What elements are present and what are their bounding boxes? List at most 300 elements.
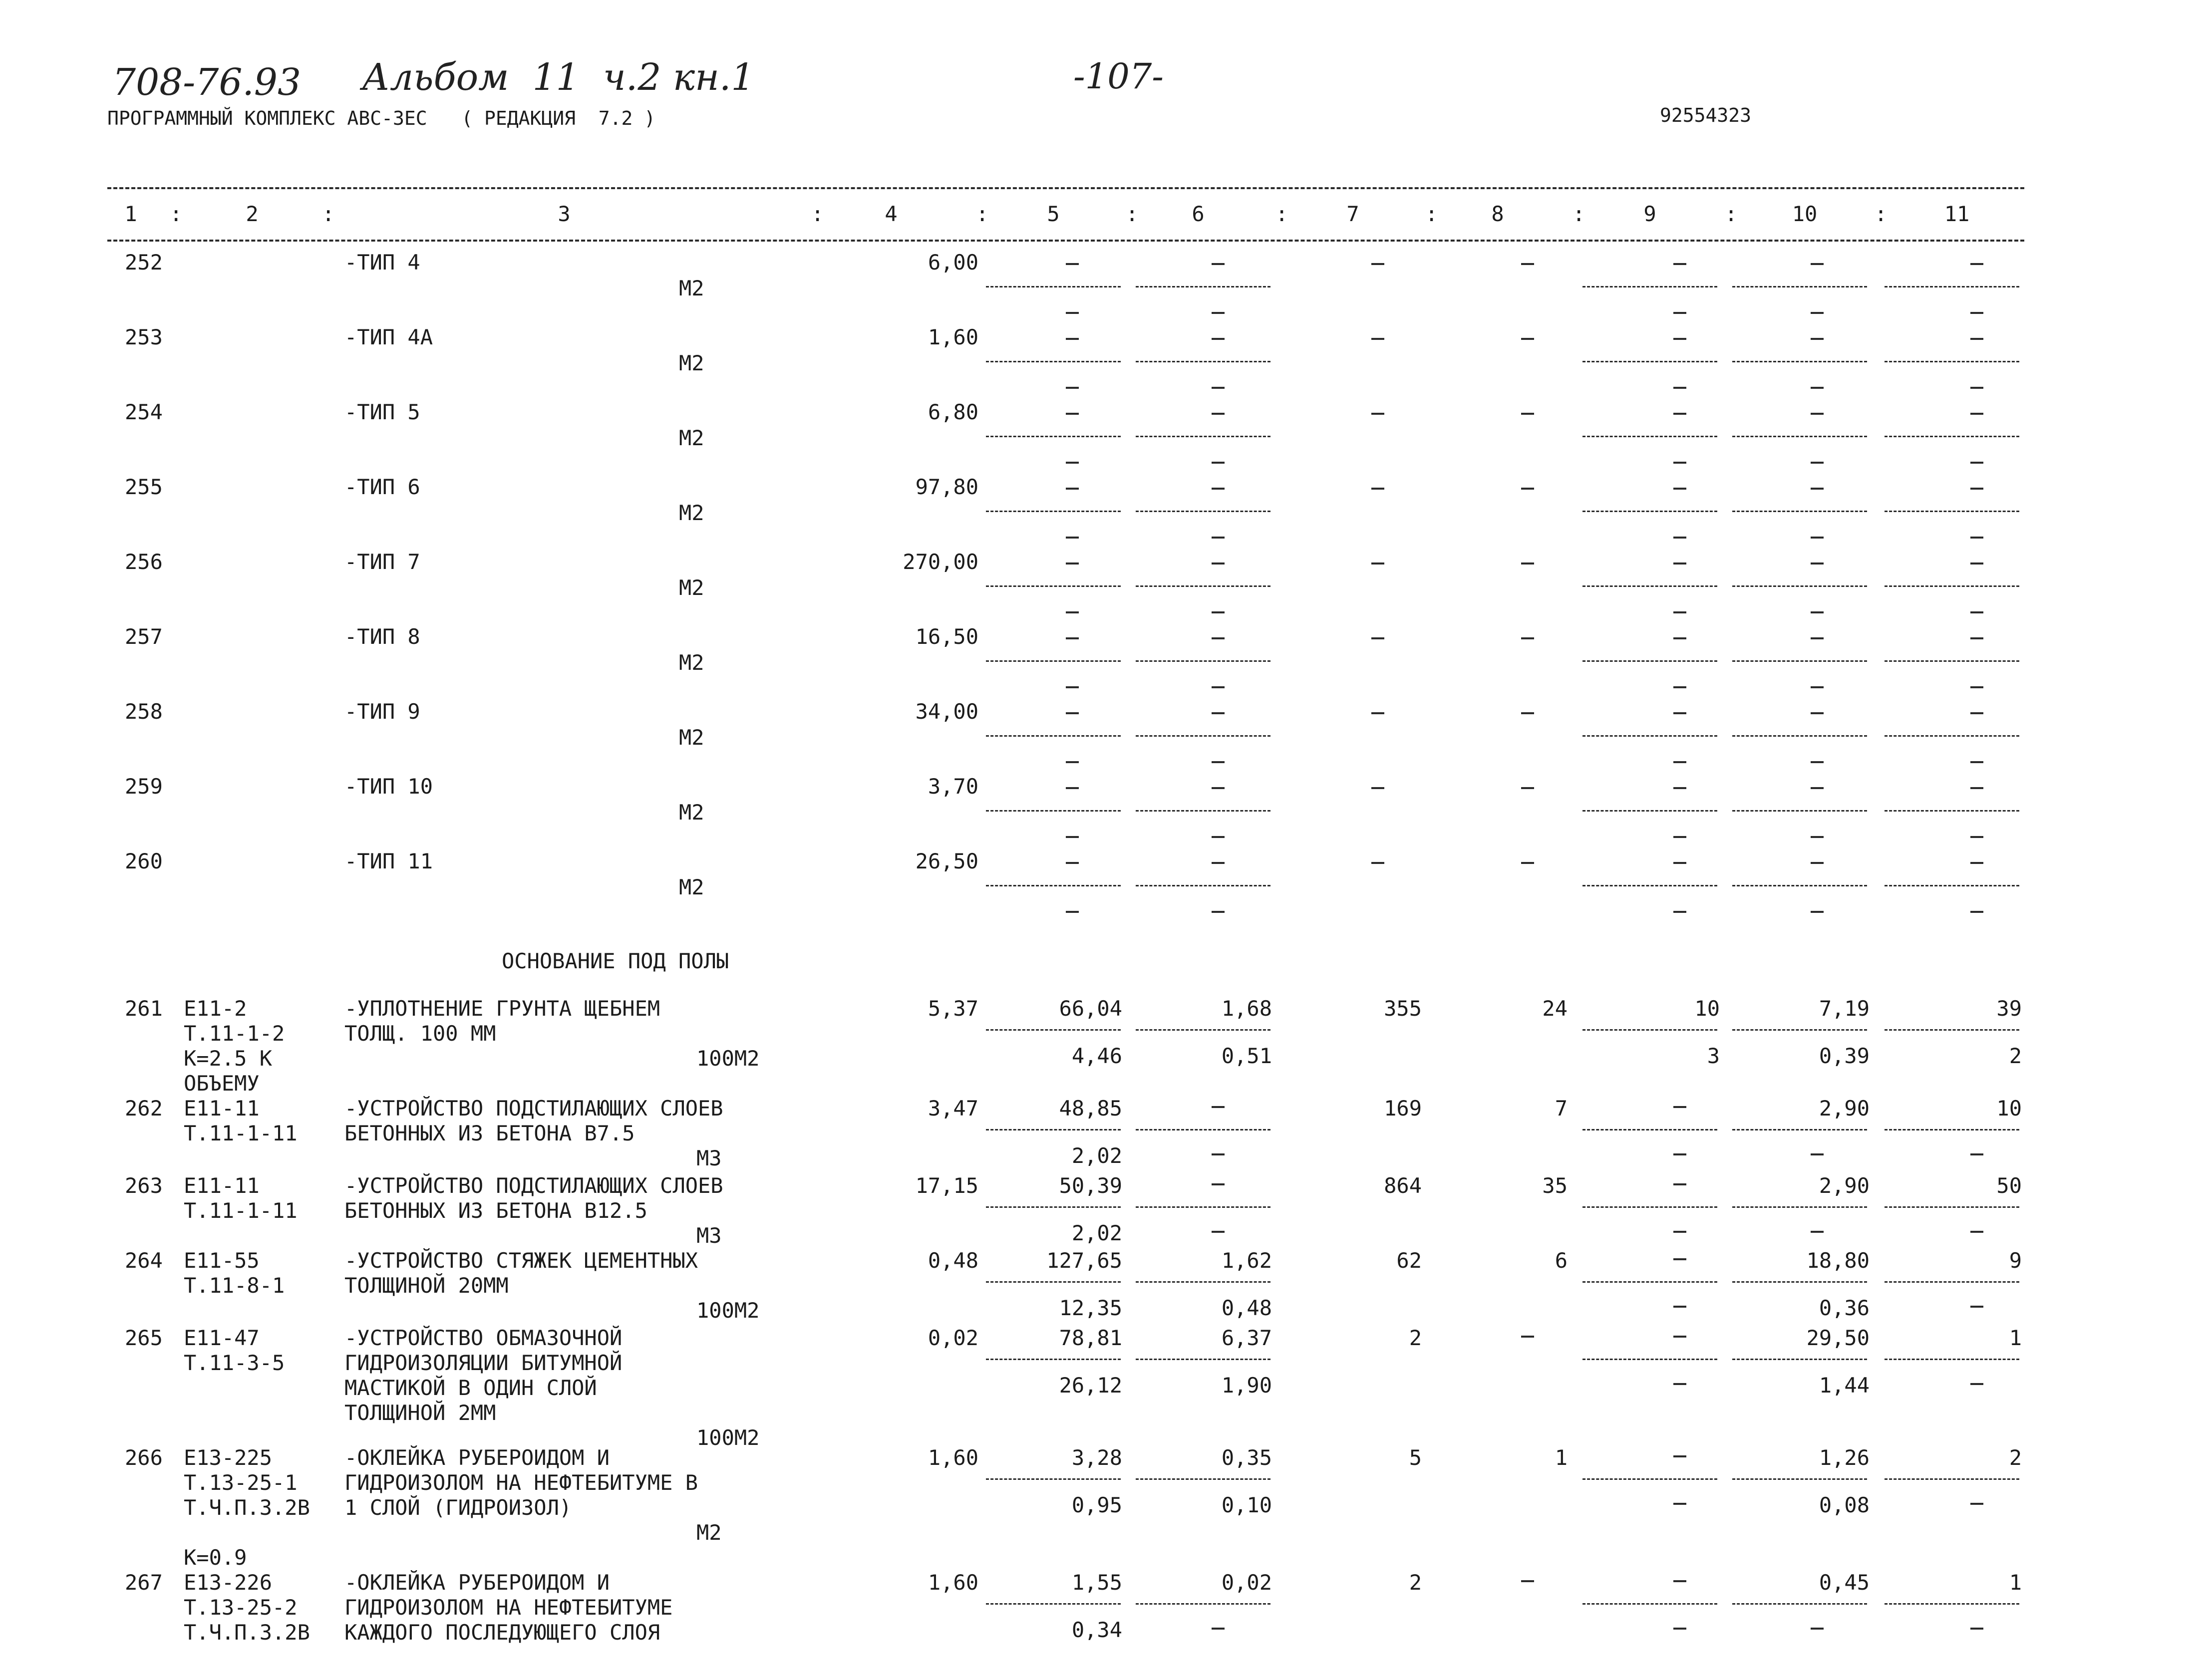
dash-mark <box>1212 1106 1225 1108</box>
dash-mark <box>1970 387 1983 389</box>
cell-divider <box>986 361 1121 362</box>
row-number: 253 <box>125 325 163 349</box>
cell-divider <box>1582 1478 1717 1480</box>
dash-mark <box>1066 712 1079 714</box>
col-head-4: 4 <box>885 202 898 226</box>
cell-divider <box>1582 1359 1717 1360</box>
dash-mark <box>1673 413 1686 415</box>
row-unit: М2 <box>679 875 704 899</box>
dash-mark <box>1970 862 1983 864</box>
col-sep: : <box>1875 202 1888 226</box>
dash-mark <box>1212 862 1225 864</box>
dash-mark <box>1811 462 1824 464</box>
cell-divider <box>1885 436 2019 437</box>
dash-mark <box>1066 413 1079 415</box>
cell-col5: 50,39 <box>1059 1173 1122 1198</box>
cell-divider <box>1885 1359 2019 1360</box>
cell-col8: 1 <box>1555 1445 1568 1470</box>
dash-mark <box>1673 1231 1686 1233</box>
dash-mark <box>1371 338 1384 340</box>
cell-divider <box>1582 1603 1717 1605</box>
dash-mark <box>1811 712 1824 714</box>
cell-col10-lower: 0,08 <box>1819 1493 1870 1517</box>
dash-mark <box>1212 836 1225 838</box>
dash-mark <box>1811 263 1824 265</box>
document-number: 92554323 <box>1660 104 1752 126</box>
cell-divider <box>986 810 1121 812</box>
row-unit: М2 <box>679 650 704 675</box>
dash-mark <box>1673 712 1686 714</box>
cell-col6: 6,37 <box>1221 1326 1272 1350</box>
cell-divider <box>986 1029 1121 1031</box>
cell-col11: 10 <box>1996 1096 2022 1120</box>
dash-mark <box>1521 488 1534 490</box>
cell-divider <box>1136 286 1270 287</box>
dash-mark <box>1673 1106 1686 1108</box>
dash-mark <box>1811 387 1824 389</box>
dash-mark <box>1970 413 1983 415</box>
cell-col4: 17,15 <box>915 1173 978 1198</box>
cell-divider <box>1885 885 2019 886</box>
dash-mark <box>1066 537 1079 539</box>
row-unit: М2 <box>679 276 704 300</box>
dash-mark <box>1673 562 1686 564</box>
row-code: Т.11-3-5 <box>184 1351 285 1375</box>
col-sep: : <box>170 202 183 226</box>
dash-mark <box>1521 338 1534 340</box>
cell-col4: 1,60 <box>928 1445 978 1470</box>
dash-mark <box>1212 462 1225 464</box>
dash-mark <box>1066 562 1079 564</box>
cell-divider <box>1732 1478 1867 1480</box>
dash-mark <box>1066 836 1079 838</box>
cell-divider <box>1885 585 2019 587</box>
cell-divider <box>1582 660 1717 662</box>
dash-mark <box>1673 338 1686 340</box>
cell-divider <box>1136 1603 1270 1605</box>
row-unit: М2 <box>696 1520 722 1545</box>
dash-mark <box>1521 712 1534 714</box>
dash-mark <box>1673 1580 1686 1582</box>
cell-divider <box>1732 286 1867 287</box>
dash-mark <box>1811 862 1824 864</box>
cell-col8: 6 <box>1555 1248 1568 1273</box>
dash-mark <box>1970 1153 1983 1155</box>
cell-col7: 2 <box>1409 1570 1422 1595</box>
cell-col11: 50 <box>1996 1173 2022 1198</box>
dash-mark <box>1066 862 1079 864</box>
row-number: 255 <box>125 475 163 499</box>
row-number: 267 <box>125 1570 163 1595</box>
dash-mark <box>1673 1306 1686 1308</box>
cell-divider <box>1885 361 2019 362</box>
row-description: 1 СЛОЙ (ГИДРОИЗОЛ) <box>344 1495 572 1520</box>
row-description: -УСТРОЙСТВО СТЯЖЕК ЦЕМЕНТНЫХ <box>344 1248 698 1273</box>
dash-mark <box>1811 562 1824 564</box>
cell-divider <box>986 1281 1121 1283</box>
dash-mark <box>1970 338 1983 340</box>
row-number: 252 <box>125 250 163 275</box>
row-name: -ТИП 9 <box>344 699 420 724</box>
row-description: -УСТРОЙСТВО ПОДСТИЛАЮЩИХ СЛОЕВ <box>344 1173 723 1198</box>
dash-mark <box>1811 787 1824 789</box>
col-head-7: 7 <box>1346 202 1359 226</box>
cell-col6-lower: 0,48 <box>1221 1296 1272 1320</box>
row-number: 265 <box>125 1326 163 1350</box>
cell-divider <box>1732 1129 1867 1130</box>
dash-mark <box>1811 1628 1824 1630</box>
cell-col5: 78,81 <box>1059 1326 1122 1350</box>
dash-mark <box>1673 686 1686 688</box>
cell-divider <box>986 660 1121 662</box>
row-unit: М2 <box>679 575 704 600</box>
row-description: -ОКЛЕЙКА РУБЕРОИДОМ И <box>344 1445 610 1470</box>
dash-mark <box>1371 787 1384 789</box>
col-head-11: 11 <box>1944 202 1970 226</box>
col-head-10: 10 <box>1792 202 1818 226</box>
cell-col5-lower: 12,35 <box>1059 1296 1122 1320</box>
row-name: -ТИП 6 <box>344 475 420 499</box>
cell-divider <box>986 1603 1121 1605</box>
row-unit: 100М2 <box>696 1046 760 1071</box>
row-description: ГИДРОИЗОЛОМ НА НЕФТЕБИТУМЕ <box>344 1595 673 1620</box>
dash-mark <box>1673 1628 1686 1630</box>
dash-mark <box>1371 862 1384 864</box>
dash-mark <box>1811 686 1824 688</box>
dash-mark <box>1673 787 1686 789</box>
cell-col4: 0,48 <box>928 1248 978 1273</box>
dash-mark <box>1212 761 1225 763</box>
row-description: БЕТОННЫХ ИЗ БЕТОНА В7.5 <box>344 1121 635 1145</box>
cell-col6: 0,35 <box>1221 1445 1272 1470</box>
cell-divider <box>1582 810 1717 812</box>
program-line: ПРОГРАММНЫЙ КОМПЛЕКС АВС-3ЕС ( РЕДАКЦИЯ 7.2 ) <box>107 107 656 129</box>
cell-divider <box>1136 1359 1270 1360</box>
col-sep: : <box>1126 202 1139 226</box>
cell-col5: 127,65 <box>1046 1248 1122 1273</box>
cell-col9: 10 <box>1694 996 1720 1021</box>
cell-divider <box>1732 660 1867 662</box>
row-unit: М3 <box>696 1146 722 1170</box>
col-head-2: 2 <box>246 202 259 226</box>
cell-col11: 1 <box>2009 1326 2022 1350</box>
cell-divider <box>1582 1281 1717 1283</box>
row-number: 263 <box>125 1173 163 1198</box>
row-number: 260 <box>125 849 163 873</box>
cell-divider <box>1136 1206 1270 1208</box>
dash-mark <box>1212 1628 1225 1630</box>
dash-mark <box>1811 312 1824 314</box>
dash-mark <box>1970 1231 1983 1233</box>
cell-divider <box>1732 585 1867 587</box>
row-quantity: 16,50 <box>915 624 978 649</box>
row-quantity: 3,70 <box>928 774 978 799</box>
row-number: 266 <box>125 1445 163 1470</box>
dash-mark <box>1066 338 1079 340</box>
col-sep: : <box>1275 202 1288 226</box>
header-rule-bottom <box>107 240 2024 242</box>
cell-col8: 35 <box>1542 1173 1568 1198</box>
cell-col11: 2 <box>2009 1445 2022 1470</box>
dash-mark <box>1970 836 1983 838</box>
row-code: Т.13-25-2 <box>184 1595 298 1620</box>
row-quantity: 270,00 <box>903 550 978 574</box>
album-label: Альбом 11 ч.2 кн.1 <box>362 56 755 99</box>
cell-divider <box>1732 1603 1867 1605</box>
dash-mark <box>1212 637 1225 639</box>
row-number: 261 <box>125 996 163 1021</box>
dash-mark <box>1673 263 1686 265</box>
row-unit: М2 <box>679 725 704 750</box>
dash-mark <box>1811 637 1824 639</box>
dash-mark <box>1212 562 1225 564</box>
dash-mark <box>1970 562 1983 564</box>
row-name: -ТИП 4 <box>344 250 420 275</box>
cell-col5-lower: 2,02 <box>1071 1221 1122 1245</box>
row-code: Т.13-25-1 <box>184 1470 298 1495</box>
col-sep: : <box>1725 202 1738 226</box>
cell-divider <box>1136 1029 1270 1031</box>
dash-mark <box>1970 712 1983 714</box>
cell-col5: 66,04 <box>1059 996 1122 1021</box>
dash-mark <box>1212 712 1225 714</box>
cell-divider <box>1582 735 1717 737</box>
dash-mark <box>1371 637 1384 639</box>
cell-divider <box>1885 1281 2019 1283</box>
dash-mark <box>1970 537 1983 539</box>
cell-col7: 355 <box>1384 996 1422 1021</box>
row-description: -УПЛОТНЕНИЕ ГРУНТА ЩЕБНЕМ <box>344 996 660 1021</box>
section-title: ОСНОВАНИЕ ПОД ПОЛЫ <box>502 949 729 973</box>
col-head-5: 5 <box>1047 202 1060 226</box>
cell-divider <box>986 286 1121 287</box>
cell-divider <box>1582 585 1717 587</box>
cell-divider <box>1732 735 1867 737</box>
cell-divider <box>1732 1281 1867 1283</box>
row-quantity: 26,50 <box>915 849 978 873</box>
dash-mark <box>1212 911 1225 913</box>
row-description: ТОЛЩИНОЙ 2ММ <box>344 1400 496 1425</box>
dash-mark <box>1673 836 1686 838</box>
cell-divider <box>1885 1478 2019 1480</box>
row-quantity: 1,60 <box>928 325 978 349</box>
dash-mark <box>1673 1383 1686 1385</box>
cell-col10: 2,90 <box>1819 1096 1870 1120</box>
col-head-3: 3 <box>558 202 571 226</box>
dash-mark <box>1673 537 1686 539</box>
row-code: ОБЪЕМУ <box>184 1071 260 1096</box>
cell-col4: 0,02 <box>928 1326 978 1350</box>
dash-mark <box>1970 263 1983 265</box>
dash-mark <box>1673 1258 1686 1260</box>
row-code: Е11-11 <box>184 1096 260 1120</box>
row-description: -УСТРОЙСТВО ОБМАЗОЧНОЙ <box>344 1326 623 1350</box>
dash-mark <box>1212 338 1225 340</box>
dash-mark <box>1212 387 1225 389</box>
col-head-9: 9 <box>1643 202 1656 226</box>
cell-divider <box>1582 1129 1717 1130</box>
row-description: МАСТИКОЙ В ОДИН СЛОЙ <box>344 1376 597 1400</box>
dash-mark <box>1673 387 1686 389</box>
row-code: Е11-47 <box>184 1326 260 1350</box>
row-unit: М3 <box>696 1223 722 1248</box>
col-sep: : <box>1425 202 1438 226</box>
row-unit: М2 <box>679 800 704 825</box>
cell-divider <box>1136 735 1270 737</box>
dash-mark <box>1066 387 1079 389</box>
row-name: -ТИП 10 <box>344 774 433 799</box>
dash-mark <box>1521 787 1534 789</box>
cell-col9-lower: 3 <box>1707 1044 1720 1068</box>
row-description: БЕТОННЫХ ИЗ БЕТОНА В12.5 <box>344 1198 647 1223</box>
col-head-1: 1 <box>124 202 137 226</box>
cell-col5: 3,28 <box>1071 1445 1122 1470</box>
cell-divider <box>1136 660 1270 662</box>
dash-mark <box>1066 761 1079 763</box>
dash-mark <box>1066 637 1079 639</box>
row-code: Т.Ч.П.3.2В <box>184 1620 310 1645</box>
cell-col7: 169 <box>1384 1096 1422 1120</box>
cell-col6-lower: 0,10 <box>1221 1493 1272 1517</box>
dash-mark <box>1673 761 1686 763</box>
row-quantity: 6,00 <box>928 250 978 275</box>
cell-divider <box>1136 1478 1270 1480</box>
row-name: -ТИП 7 <box>344 550 420 574</box>
cell-col8: 24 <box>1542 996 1568 1021</box>
dash-mark <box>1673 1153 1686 1155</box>
dash-mark <box>1212 686 1225 688</box>
dash-mark <box>1521 1336 1534 1338</box>
dash-mark <box>1811 1153 1824 1155</box>
cell-col10: 1,26 <box>1819 1445 1870 1470</box>
cell-divider <box>986 885 1121 886</box>
dash-mark <box>1970 1628 1983 1630</box>
row-code: Е13-225 <box>184 1445 273 1470</box>
cell-col10-lower: 0,39 <box>1819 1044 1870 1068</box>
col-head-8: 8 <box>1491 202 1504 226</box>
dash-mark <box>1066 488 1079 490</box>
row-description: -ОКЛЕЙКА РУБЕРОИДОМ И <box>344 1570 610 1595</box>
cell-divider <box>1582 1206 1717 1208</box>
cell-divider <box>1885 1129 2019 1130</box>
dash-mark <box>1970 611 1983 613</box>
row-code: Е11-11 <box>184 1173 260 1198</box>
row-code: Е11-55 <box>184 1248 260 1273</box>
row-code: Е13-226 <box>184 1570 273 1595</box>
dash-mark <box>1521 562 1534 564</box>
dash-mark <box>1212 1231 1225 1233</box>
dash-mark <box>1673 1183 1686 1185</box>
cell-divider <box>986 1206 1121 1208</box>
dash-mark <box>1673 1503 1686 1505</box>
cell-divider <box>1885 1603 2019 1605</box>
dash-mark <box>1811 338 1824 340</box>
dash-mark <box>1212 413 1225 415</box>
cell-divider <box>1732 1206 1867 1208</box>
cell-divider <box>986 1359 1121 1360</box>
row-number: 258 <box>125 699 163 724</box>
dash-mark <box>1066 686 1079 688</box>
dash-mark <box>1811 911 1824 913</box>
cell-divider <box>1582 511 1717 512</box>
dash-mark <box>1371 413 1384 415</box>
dash-mark <box>1811 611 1824 613</box>
row-quantity: 6,80 <box>928 400 978 424</box>
dash-mark <box>1811 488 1824 490</box>
cell-divider <box>1582 1029 1717 1031</box>
page-number: -107- <box>1073 56 1164 97</box>
dash-mark <box>1811 836 1824 838</box>
cell-divider <box>1136 1281 1270 1283</box>
dash-mark <box>1970 787 1983 789</box>
row-description: ТОЛЩ. 100 ММ <box>344 1021 496 1046</box>
dash-mark <box>1521 637 1534 639</box>
cell-col10: 18,80 <box>1806 1248 1870 1273</box>
cell-divider <box>1582 436 1717 437</box>
cell-divider <box>1136 885 1270 886</box>
dash-mark <box>1673 1336 1686 1338</box>
cell-divider <box>1885 1206 2019 1208</box>
cell-col8: 7 <box>1555 1096 1568 1120</box>
row-quantity: 34,00 <box>915 699 978 724</box>
dash-mark <box>1521 862 1534 864</box>
row-code: Т.11-8-1 <box>184 1273 285 1298</box>
cell-divider <box>1885 735 2019 737</box>
row-code: Т.11-1-11 <box>184 1121 298 1145</box>
cell-divider <box>1885 286 2019 287</box>
cell-col10: 29,50 <box>1806 1326 1870 1350</box>
dash-mark <box>1970 911 1983 913</box>
dash-mark <box>1970 761 1983 763</box>
row-description: ГИДРОИЗОЛЯЦИИ БИТУМНОЙ <box>344 1351 623 1375</box>
cell-col5-lower: 2,02 <box>1071 1143 1122 1168</box>
cell-divider <box>1136 436 1270 437</box>
cell-col11: 39 <box>1996 996 2022 1021</box>
cell-divider <box>1582 286 1717 287</box>
cell-col4: 3,47 <box>928 1096 978 1120</box>
dash-mark <box>1673 1455 1686 1457</box>
cell-divider <box>1885 660 2019 662</box>
dash-mark <box>1212 537 1225 539</box>
cell-divider <box>1136 810 1270 812</box>
dash-mark <box>1673 911 1686 913</box>
dash-mark <box>1673 637 1686 639</box>
dash-mark <box>1811 413 1824 415</box>
row-code: К=0.9 <box>184 1545 247 1570</box>
row-code: К=2.5 К <box>184 1046 273 1071</box>
cell-col10-lower: 0,36 <box>1819 1296 1870 1320</box>
col-head-6: 6 <box>1192 202 1205 226</box>
cell-divider <box>1885 511 2019 512</box>
dash-mark <box>1673 462 1686 464</box>
row-number: 259 <box>125 774 163 799</box>
cell-col4: 1,60 <box>928 1570 978 1595</box>
cell-col11: 9 <box>2009 1248 2022 1273</box>
row-number: 256 <box>125 550 163 574</box>
cell-col6-lower: 1,90 <box>1221 1373 1272 1398</box>
cell-divider <box>986 585 1121 587</box>
handwritten-code: 708-76.93 <box>112 61 302 104</box>
cell-col10-lower: 1,44 <box>1819 1373 1870 1398</box>
cell-divider <box>1885 810 2019 812</box>
cell-col6-lower: 0,51 <box>1221 1044 1272 1068</box>
dash-mark <box>1970 1503 1983 1505</box>
cell-col5-lower: 4,46 <box>1071 1044 1122 1068</box>
dash-mark <box>1371 562 1384 564</box>
row-number: 262 <box>125 1096 163 1120</box>
cell-col7: 62 <box>1396 1248 1422 1273</box>
cell-divider <box>986 436 1121 437</box>
